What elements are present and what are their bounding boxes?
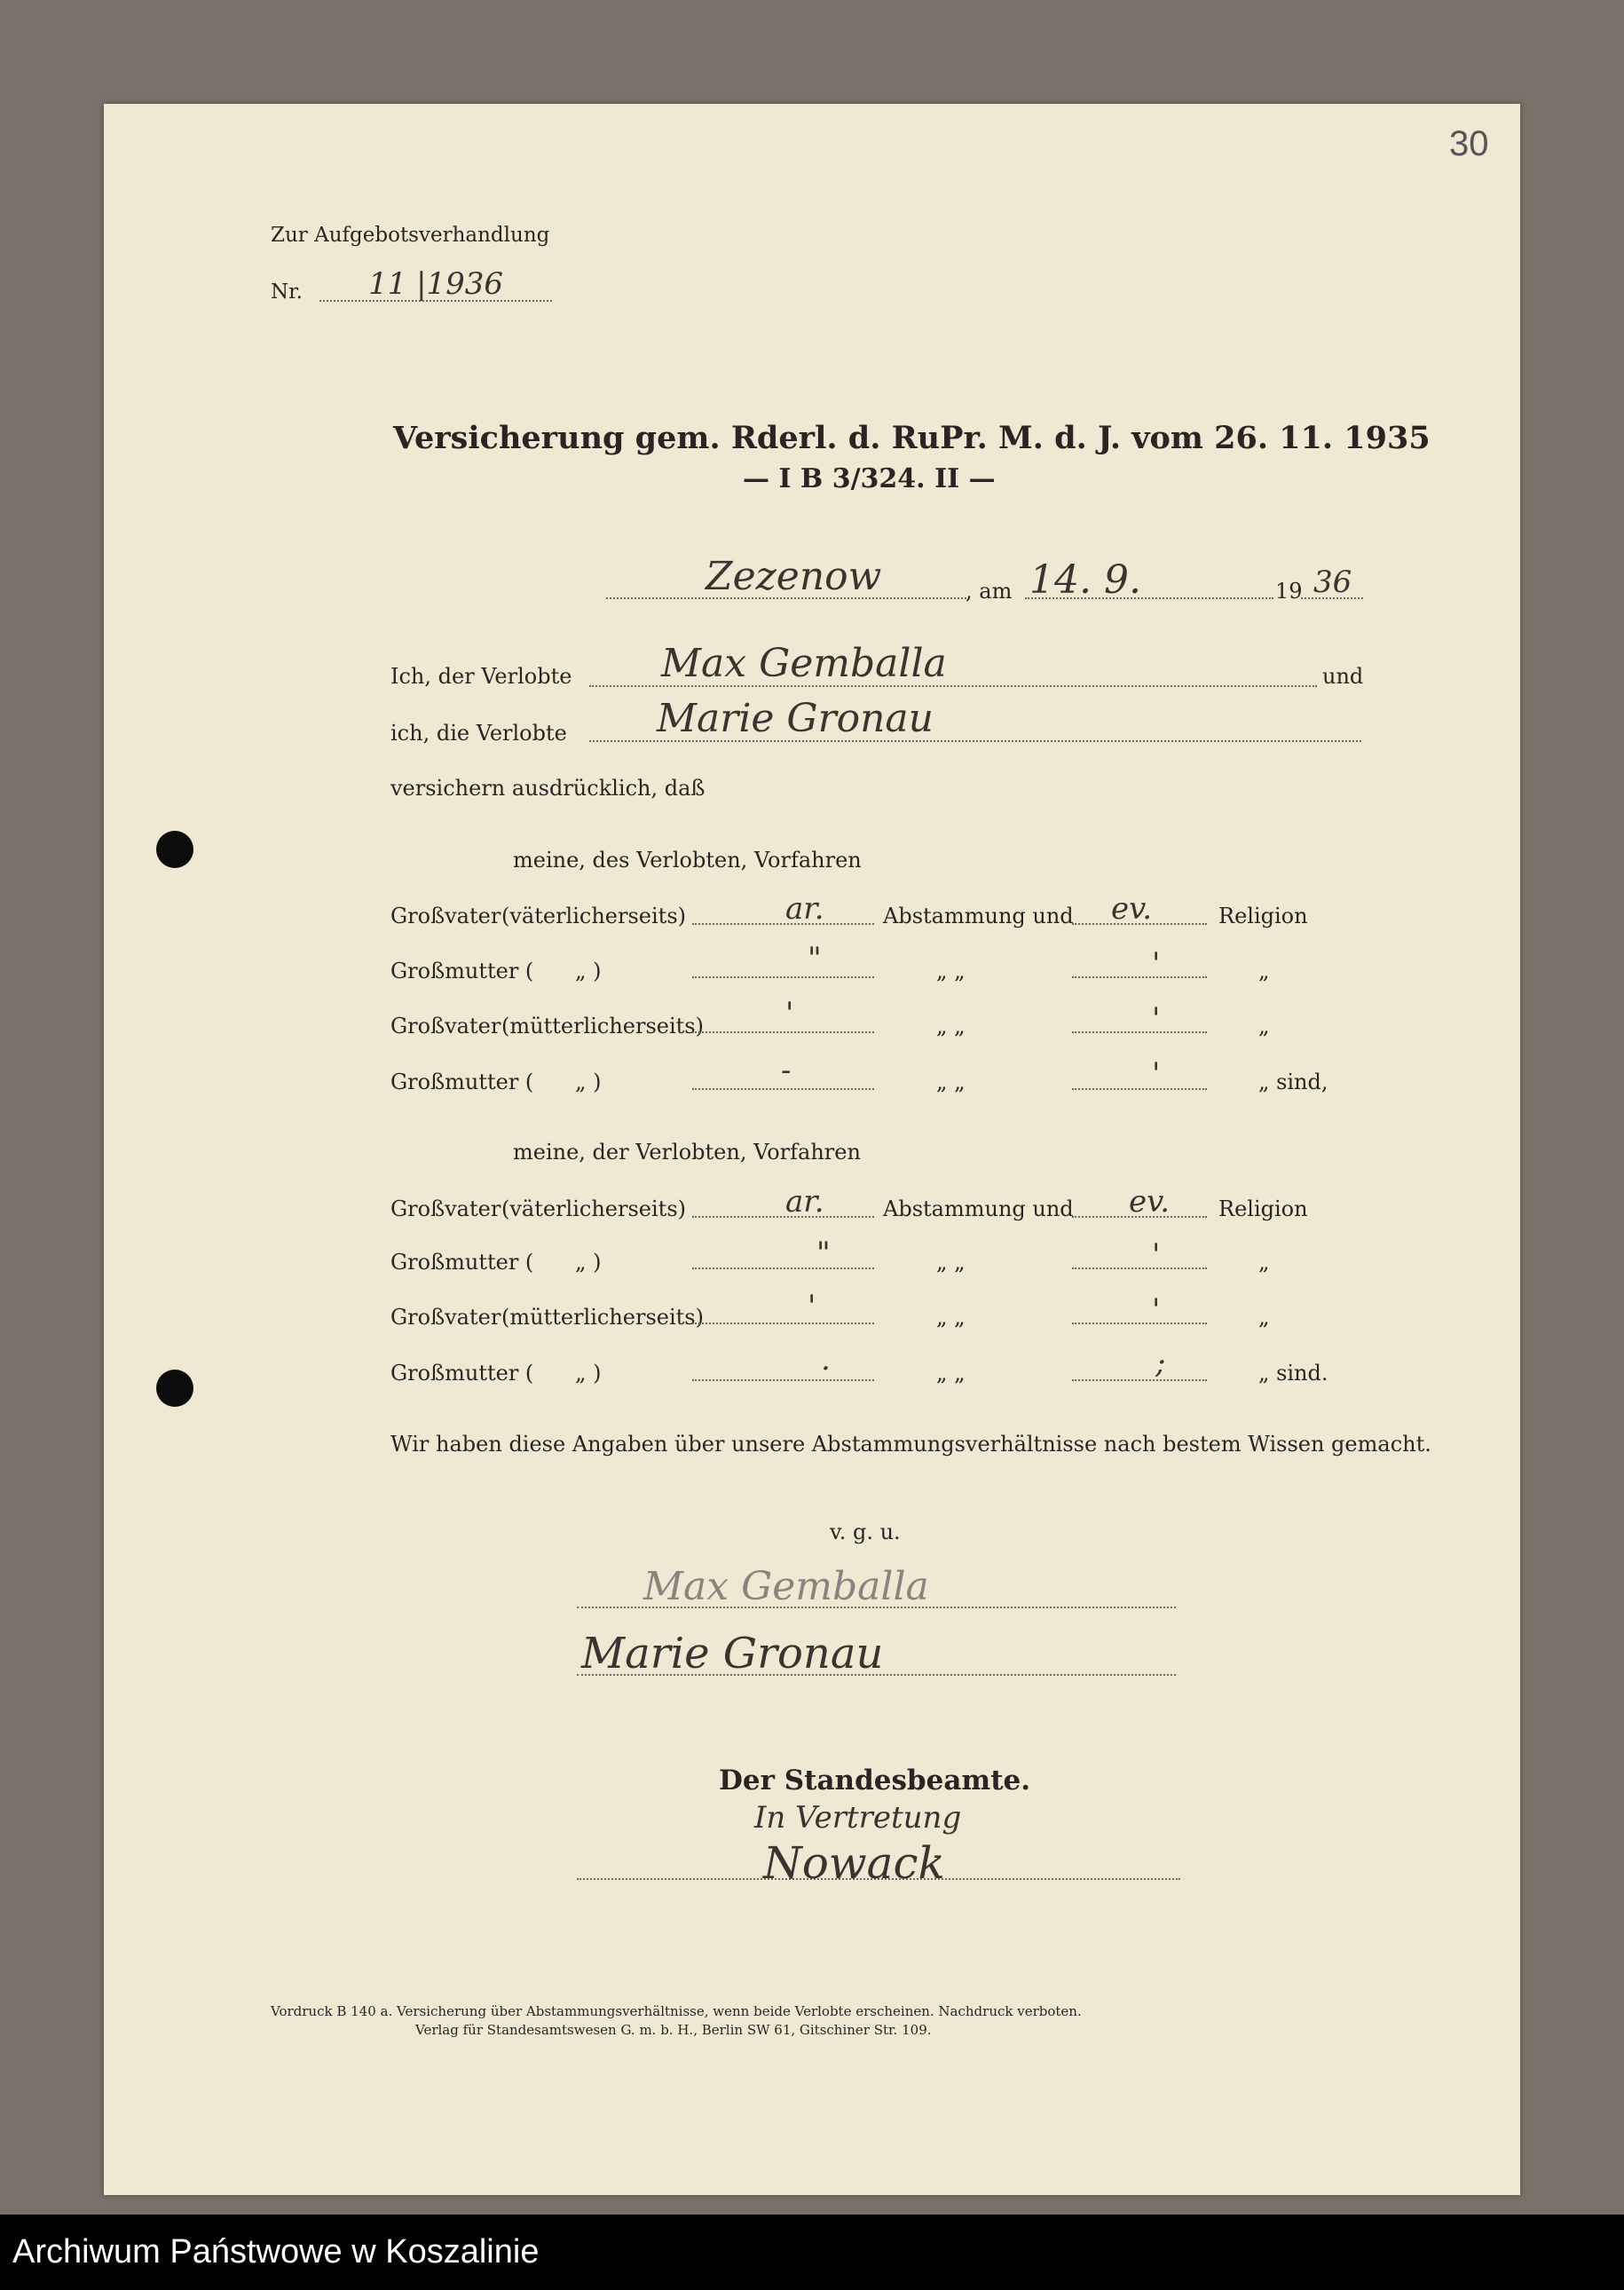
form-reference: — I B 3/324. II — [743, 463, 996, 494]
punch-hole-top [156, 831, 193, 868]
und-label: und [1322, 664, 1364, 689]
year-prefix: 19 [1275, 579, 1303, 604]
date-value: 14. 9. [1029, 557, 1141, 603]
nr-label: Nr. [271, 280, 303, 304]
groom-signature: Max Gemballa [643, 1564, 929, 1609]
archive-label: Archiwum Państwowe w Koszalinie [12, 2233, 540, 2270]
am-label: , am [966, 579, 1013, 604]
page-number: 30 [1449, 124, 1489, 163]
vgu-text: v. g. u. [830, 1520, 901, 1544]
nr-value: 11 |1936 [368, 266, 504, 302]
form-title: Versicherung gem. Rderl. d. RuPr. M. d. J. vom 26. 11. 1935 [393, 420, 1431, 456]
bride-label: ich, die Verlobte [390, 721, 567, 746]
standesbeamte-title: Der Standesbeamte. [719, 1765, 1031, 1796]
punch-hole-bottom [156, 1370, 193, 1407]
place-value: Zezenow [706, 554, 882, 599]
aufgebot-label: Zur Aufgebotsverhandlung [271, 224, 550, 247]
closing-statement: Wir haben diese Angaben über unsere Abstammungsverhältnisse nach bestem Wissen gemacht. [390, 1432, 1431, 1457]
official-note: In Vertretung [754, 1800, 962, 1836]
versichern-text: versichern ausdrücklich, daß [390, 776, 706, 801]
bride-signature: Marie Gronau [581, 1629, 884, 1678]
imprint-line-2: Verlag für Standesamtswesen G. m. b. H., Berlin SW 61, Gitschiner Str. 109. [415, 2022, 932, 2038]
groom-label: Ich, der Verlobte [390, 664, 572, 689]
bride-ancestors-heading: meine, der Verlobten, Vorfahren [513, 1140, 861, 1165]
year-value: 36 [1313, 565, 1352, 600]
groom-ancestors-heading: meine, des Verlobten, Vorfahren [513, 848, 862, 873]
imprint-line-1: Vordruck B 140 a. Versicherung über Abstammungsverhältnisse, wenn beide Verlobte erscheinen. Nachdruck verboten. [271, 2003, 1082, 2019]
groom-name: Max Gemballa [661, 641, 947, 686]
official-signature: Nowack [763, 1837, 945, 1889]
bride-name: Marie Gronau [657, 696, 934, 741]
